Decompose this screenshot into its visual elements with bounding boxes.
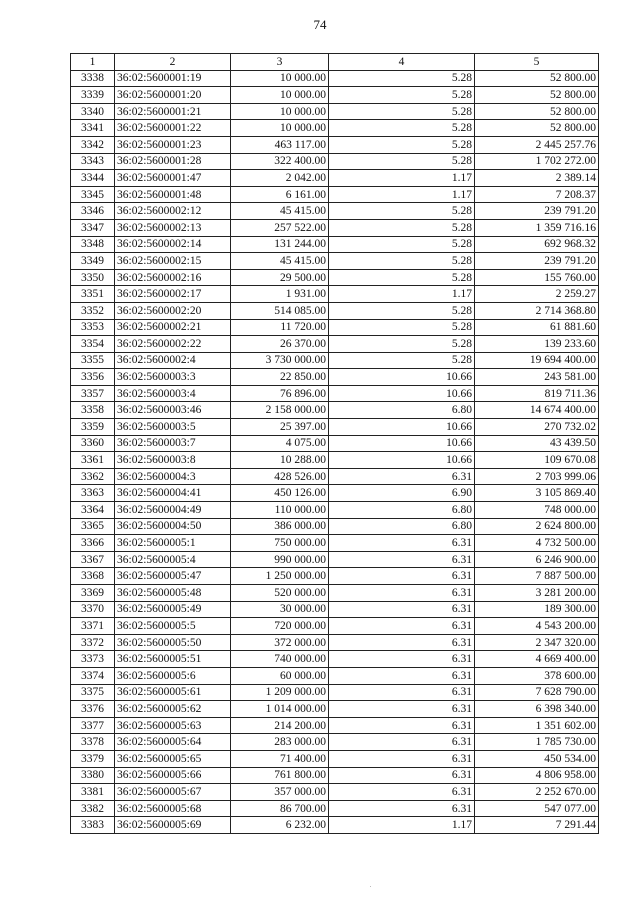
cell-col-3: 60 000.00 xyxy=(231,667,329,684)
cell-col-1: 3370 xyxy=(71,601,115,618)
cell-col-3: 2 158 000.00 xyxy=(231,402,329,419)
cell-col-3: 1 209 000.00 xyxy=(231,684,329,701)
table-row xyxy=(71,385,599,402)
cell-col-3: 30 000.00 xyxy=(231,601,329,618)
table-row xyxy=(71,601,599,618)
cell-col-5: 6 398 340.00 xyxy=(475,701,599,718)
column-header-5: 5 xyxy=(475,54,599,71)
cell-col-1: 3365 xyxy=(71,518,115,535)
table-row xyxy=(71,817,599,834)
cell-col-3: 25 397.00 xyxy=(231,419,329,436)
cell-col-5: 1 702 272.00 xyxy=(475,153,599,170)
cell-col-4: 6.31 xyxy=(329,800,475,817)
cell-col-3: 45 415.00 xyxy=(231,253,329,270)
cell-col-3: 71 400.00 xyxy=(231,750,329,767)
column-header-2: 2 xyxy=(115,54,231,71)
table-row xyxy=(71,750,599,767)
cell-col-5: 1 359 716.16 xyxy=(475,219,599,236)
cell-col-5: 2 252 670.00 xyxy=(475,784,599,801)
cell-col-4: 6.31 xyxy=(329,717,475,734)
cell-col-4: 6.31 xyxy=(329,468,475,485)
cell-col-2: 36:02:5600005:51 xyxy=(115,651,231,668)
header-row xyxy=(71,54,599,71)
cell-col-2: 36:02:5600005:5 xyxy=(115,618,231,635)
cell-col-4: 6.31 xyxy=(329,601,475,618)
cell-col-4: 5.28 xyxy=(329,203,475,220)
cell-col-4: 5.28 xyxy=(329,269,475,286)
cell-col-4: 6.31 xyxy=(329,784,475,801)
cell-col-2: 36:02:5600004:49 xyxy=(115,502,231,519)
table-row xyxy=(71,402,599,419)
cell-col-4: 6.90 xyxy=(329,485,475,502)
cell-col-4: 5.28 xyxy=(329,219,475,236)
cell-col-5: 7 291.44 xyxy=(475,817,599,834)
cell-col-1: 3376 xyxy=(71,701,115,718)
cell-col-4: 5.28 xyxy=(329,336,475,353)
cell-col-1: 3361 xyxy=(71,452,115,469)
cell-col-4: 10.66 xyxy=(329,385,475,402)
cell-col-1: 3357 xyxy=(71,385,115,402)
cell-col-3: 10 000.00 xyxy=(231,103,329,120)
cell-col-5: 139 233.60 xyxy=(475,336,599,353)
cell-col-3: 322 400.00 xyxy=(231,153,329,170)
cell-col-3: 86 700.00 xyxy=(231,800,329,817)
table-row xyxy=(71,568,599,585)
cell-col-2: 36:02:5600005:64 xyxy=(115,734,231,751)
cell-col-5: 7 887 500.00 xyxy=(475,568,599,585)
table-row xyxy=(71,286,599,303)
scan-speck xyxy=(370,886,371,887)
cell-col-3: 2 042.00 xyxy=(231,170,329,187)
table-row xyxy=(71,352,599,369)
page-number: 74 xyxy=(313,17,327,32)
cell-col-2: 36:02:5600005:68 xyxy=(115,800,231,817)
cell-col-3: 10 288.00 xyxy=(231,452,329,469)
cell-col-2: 36:02:5600005:47 xyxy=(115,568,231,585)
cell-col-4: 6.31 xyxy=(329,750,475,767)
cell-col-4: 6.31 xyxy=(329,535,475,552)
table-row xyxy=(71,551,599,568)
cell-col-4: 5.28 xyxy=(329,352,475,369)
cell-col-1: 3368 xyxy=(71,568,115,585)
cell-col-5: 2 714 368.80 xyxy=(475,302,599,319)
cell-col-4: 6.31 xyxy=(329,734,475,751)
cell-col-1: 3363 xyxy=(71,485,115,502)
cell-col-1: 3377 xyxy=(71,717,115,734)
cell-col-2: 36:02:5600005:63 xyxy=(115,717,231,734)
table-row xyxy=(71,369,599,386)
cell-col-5: 692 968.32 xyxy=(475,236,599,253)
table-row xyxy=(71,767,599,784)
cell-col-4: 5.28 xyxy=(329,253,475,270)
cell-col-3: 720 000.00 xyxy=(231,618,329,635)
cell-col-1: 3372 xyxy=(71,634,115,651)
cell-col-2: 36:02:5600005:62 xyxy=(115,701,231,718)
cell-col-5: 3 281 200.00 xyxy=(475,585,599,602)
cell-col-4: 6.31 xyxy=(329,618,475,635)
cell-col-2: 36:02:5600005:49 xyxy=(115,601,231,618)
cell-col-1: 3366 xyxy=(71,535,115,552)
cell-col-3: 750 000.00 xyxy=(231,535,329,552)
cell-col-4: 5.28 xyxy=(329,236,475,253)
table-row xyxy=(71,435,599,452)
cell-col-5: 19 694 400.00 xyxy=(475,352,599,369)
cell-col-1: 3382 xyxy=(71,800,115,817)
cell-col-2: 36:02:5600005:50 xyxy=(115,634,231,651)
cell-col-4: 5.28 xyxy=(329,70,475,87)
cell-col-4: 6.31 xyxy=(329,651,475,668)
cell-col-4: 5.28 xyxy=(329,136,475,153)
cell-col-5: 109 670.08 xyxy=(475,452,599,469)
cell-col-3: 386 000.00 xyxy=(231,518,329,535)
cell-col-3: 520 000.00 xyxy=(231,585,329,602)
cell-col-1: 3342 xyxy=(71,136,115,153)
cell-col-1: 3369 xyxy=(71,585,115,602)
cell-col-1: 3383 xyxy=(71,817,115,834)
cell-col-5: 155 760.00 xyxy=(475,269,599,286)
cell-col-5: 14 674 400.00 xyxy=(475,402,599,419)
cell-col-1: 3354 xyxy=(71,336,115,353)
cell-col-5: 61 881.60 xyxy=(475,319,599,336)
table-row xyxy=(71,253,599,270)
cell-col-1: 3360 xyxy=(71,435,115,452)
cell-col-4: 1.17 xyxy=(329,170,475,187)
table-row xyxy=(71,651,599,668)
cell-col-2: 36:02:5600002:14 xyxy=(115,236,231,253)
cell-col-5: 378 600.00 xyxy=(475,667,599,684)
table-row xyxy=(71,70,599,87)
cell-col-3: 761 800.00 xyxy=(231,767,329,784)
cell-col-1: 3339 xyxy=(71,87,115,104)
cell-col-4: 5.28 xyxy=(329,120,475,137)
table-row xyxy=(71,170,599,187)
cell-col-3: 10 000.00 xyxy=(231,120,329,137)
cell-col-2: 36:02:5600001:48 xyxy=(115,186,231,203)
table-row xyxy=(71,667,599,684)
table-row xyxy=(71,203,599,220)
cell-col-2: 36:02:5600003:8 xyxy=(115,452,231,469)
cell-col-2: 36:02:5600005:48 xyxy=(115,585,231,602)
table-row xyxy=(71,717,599,734)
cell-col-3: 10 000.00 xyxy=(231,70,329,87)
cell-col-2: 36:02:5600003:3 xyxy=(115,369,231,386)
table-row xyxy=(71,302,599,319)
cell-col-2: 36:02:5600001:47 xyxy=(115,170,231,187)
cell-col-1: 3374 xyxy=(71,667,115,684)
cell-col-2: 36:02:5600003:7 xyxy=(115,435,231,452)
cell-col-2: 36:02:5600002:4 xyxy=(115,352,231,369)
cell-col-2: 36:02:5600005:66 xyxy=(115,767,231,784)
cell-col-1: 3364 xyxy=(71,502,115,519)
cell-col-1: 3345 xyxy=(71,186,115,203)
table-row xyxy=(71,634,599,651)
cell-col-1: 3350 xyxy=(71,269,115,286)
cell-col-5: 748 000.00 xyxy=(475,502,599,519)
cell-col-2: 36:02:5600001:28 xyxy=(115,153,231,170)
cell-col-5: 52 800.00 xyxy=(475,70,599,87)
cell-col-3: 131 244.00 xyxy=(231,236,329,253)
cell-col-1: 3375 xyxy=(71,684,115,701)
cell-col-1: 3352 xyxy=(71,302,115,319)
cell-col-2: 36:02:5600002:22 xyxy=(115,336,231,353)
table-row xyxy=(71,535,599,552)
cell-col-4: 6.80 xyxy=(329,502,475,519)
cell-col-1: 3367 xyxy=(71,551,115,568)
cell-col-2: 36:02:5600001:21 xyxy=(115,103,231,120)
cell-col-5: 1 785 730.00 xyxy=(475,734,599,751)
table-row xyxy=(71,452,599,469)
cell-col-2: 36:02:5600005:1 xyxy=(115,535,231,552)
cell-col-5: 1 351 602.00 xyxy=(475,717,599,734)
cell-col-3: 26 370.00 xyxy=(231,336,329,353)
cell-col-4: 6.31 xyxy=(329,767,475,784)
cell-col-1: 3343 xyxy=(71,153,115,170)
table-row xyxy=(71,87,599,104)
cell-col-2: 36:02:5600002:21 xyxy=(115,319,231,336)
table-row xyxy=(71,800,599,817)
cell-col-3: 10 000.00 xyxy=(231,87,329,104)
cell-col-5: 4 669 400.00 xyxy=(475,651,599,668)
cell-col-2: 36:02:5600004:3 xyxy=(115,468,231,485)
cell-col-5: 7 628 790.00 xyxy=(475,684,599,701)
cell-col-5: 4 732 500.00 xyxy=(475,535,599,552)
cell-col-5: 52 800.00 xyxy=(475,120,599,137)
table-row xyxy=(71,518,599,535)
cell-col-5: 2 624 800.00 xyxy=(475,518,599,535)
cell-col-2: 36:02:5600005:65 xyxy=(115,750,231,767)
cell-col-5: 819 711.36 xyxy=(475,385,599,402)
cell-col-5: 2 445 257.76 xyxy=(475,136,599,153)
column-header-4: 4 xyxy=(329,54,475,71)
cell-col-5: 2 703 999.06 xyxy=(475,468,599,485)
cell-col-3: 29 500.00 xyxy=(231,269,329,286)
cell-col-5: 2 347 320.00 xyxy=(475,634,599,651)
table-row xyxy=(71,136,599,153)
cell-col-3: 357 000.00 xyxy=(231,784,329,801)
cell-col-3: 4 075.00 xyxy=(231,435,329,452)
table-row xyxy=(71,684,599,701)
cell-col-1: 3381 xyxy=(71,784,115,801)
table-row xyxy=(71,585,599,602)
cell-col-5: 239 791.20 xyxy=(475,203,599,220)
cell-col-2: 36:02:5600005:4 xyxy=(115,551,231,568)
cell-col-4: 6.31 xyxy=(329,551,475,568)
cell-col-1: 3347 xyxy=(71,219,115,236)
table-row xyxy=(71,485,599,502)
table-row xyxy=(71,103,599,120)
cell-col-4: 1.17 xyxy=(329,286,475,303)
cell-col-5: 43 439.50 xyxy=(475,435,599,452)
cell-col-3: 214 200.00 xyxy=(231,717,329,734)
cell-col-5: 2 389.14 xyxy=(475,170,599,187)
cell-col-2: 36:02:5600002:16 xyxy=(115,269,231,286)
cell-col-3: 740 000.00 xyxy=(231,651,329,668)
cell-col-5: 2 259.27 xyxy=(475,286,599,303)
table-row xyxy=(71,419,599,436)
cell-col-3: 1 931.00 xyxy=(231,286,329,303)
cell-col-4: 6.31 xyxy=(329,634,475,651)
cell-col-2: 36:02:5600003:46 xyxy=(115,402,231,419)
cell-col-4: 6.80 xyxy=(329,518,475,535)
cell-col-3: 990 000.00 xyxy=(231,551,329,568)
cell-col-2: 36:02:5600001:20 xyxy=(115,87,231,104)
cell-col-2: 36:02:5600004:50 xyxy=(115,518,231,535)
cell-col-3: 11 720.00 xyxy=(231,319,329,336)
cell-col-1: 3341 xyxy=(71,120,115,137)
cell-col-5: 3 105 869.40 xyxy=(475,485,599,502)
cell-col-1: 3362 xyxy=(71,468,115,485)
table-row xyxy=(71,618,599,635)
cell-col-4: 6.80 xyxy=(329,402,475,419)
table-row xyxy=(71,219,599,236)
cell-col-1: 3353 xyxy=(71,319,115,336)
cell-col-3: 257 522.00 xyxy=(231,219,329,236)
cell-col-4: 6.31 xyxy=(329,568,475,585)
cell-col-1: 3380 xyxy=(71,767,115,784)
cell-col-5: 52 800.00 xyxy=(475,87,599,104)
cell-col-1: 3340 xyxy=(71,103,115,120)
cell-col-2: 36:02:5600001:23 xyxy=(115,136,231,153)
cell-col-4: 10.66 xyxy=(329,369,475,386)
cell-col-4: 1.17 xyxy=(329,186,475,203)
cell-col-3: 514 085.00 xyxy=(231,302,329,319)
cell-col-1: 3346 xyxy=(71,203,115,220)
cell-col-5: 4 806 958.00 xyxy=(475,767,599,784)
cell-col-1: 3355 xyxy=(71,352,115,369)
cell-col-3: 3 730 000.00 xyxy=(231,352,329,369)
cell-col-3: 22 850.00 xyxy=(231,369,329,386)
table-row xyxy=(71,784,599,801)
cell-col-2: 36:02:5600003:5 xyxy=(115,419,231,436)
cell-col-1: 3379 xyxy=(71,750,115,767)
cell-col-5: 189 300.00 xyxy=(475,601,599,618)
cell-col-5: 270 732.02 xyxy=(475,419,599,436)
cell-col-3: 76 896.00 xyxy=(231,385,329,402)
cell-col-3: 1 014 000.00 xyxy=(231,701,329,718)
cell-col-4: 5.28 xyxy=(329,153,475,170)
cell-col-1: 3348 xyxy=(71,236,115,253)
cell-col-2: 36:02:5600005:67 xyxy=(115,784,231,801)
cell-col-2: 36:02:5600002:20 xyxy=(115,302,231,319)
cell-col-5: 239 791.20 xyxy=(475,253,599,270)
cell-col-2: 36:02:5600002:15 xyxy=(115,253,231,270)
column-header-3: 3 xyxy=(231,54,329,71)
cell-col-3: 6 161.00 xyxy=(231,186,329,203)
table-row xyxy=(71,236,599,253)
cell-col-1: 3373 xyxy=(71,651,115,668)
cell-col-5: 7 208.37 xyxy=(475,186,599,203)
table-row xyxy=(71,153,599,170)
cell-col-4: 6.31 xyxy=(329,585,475,602)
table-row xyxy=(71,701,599,718)
cell-col-1: 3338 xyxy=(71,70,115,87)
cell-col-3: 1 250 000.00 xyxy=(231,568,329,585)
cell-col-2: 36:02:5600001:19 xyxy=(115,70,231,87)
cell-col-1: 3349 xyxy=(71,253,115,270)
cell-col-5: 243 581.00 xyxy=(475,369,599,386)
cell-col-1: 3359 xyxy=(71,419,115,436)
cell-col-4: 6.31 xyxy=(329,667,475,684)
cell-col-3: 283 000.00 xyxy=(231,734,329,751)
cell-col-2: 36:02:5600003:4 xyxy=(115,385,231,402)
cell-col-1: 3351 xyxy=(71,286,115,303)
cell-col-5: 450 534.00 xyxy=(475,750,599,767)
table-row xyxy=(71,269,599,286)
cell-col-2: 36:02:5600005:6 xyxy=(115,667,231,684)
cadastral-table xyxy=(70,53,599,834)
cell-col-4: 5.28 xyxy=(329,87,475,104)
cell-col-3: 6 232.00 xyxy=(231,817,329,834)
cell-col-4: 5.28 xyxy=(329,319,475,336)
cell-col-2: 36:02:5600001:22 xyxy=(115,120,231,137)
cell-col-5: 547 077.00 xyxy=(475,800,599,817)
cell-col-1: 3371 xyxy=(71,618,115,635)
cell-col-4: 10.66 xyxy=(329,452,475,469)
cell-col-3: 45 415.00 xyxy=(231,203,329,220)
cell-col-4: 1.17 xyxy=(329,817,475,834)
cell-col-5: 4 543 200.00 xyxy=(475,618,599,635)
cell-col-5: 6 246 900.00 xyxy=(475,551,599,568)
cell-col-4: 10.66 xyxy=(329,435,475,452)
cell-col-1: 3344 xyxy=(71,170,115,187)
cell-col-4: 6.31 xyxy=(329,701,475,718)
cell-col-3: 450 126.00 xyxy=(231,485,329,502)
cell-col-3: 463 117.00 xyxy=(231,136,329,153)
cell-col-3: 372 000.00 xyxy=(231,634,329,651)
cell-col-2: 36:02:5600004:41 xyxy=(115,485,231,502)
cell-col-1: 3356 xyxy=(71,369,115,386)
table-row xyxy=(71,319,599,336)
table-row xyxy=(71,468,599,485)
cell-col-2: 36:02:5600005:61 xyxy=(115,684,231,701)
table-row xyxy=(71,120,599,137)
cell-col-2: 36:02:5600002:13 xyxy=(115,219,231,236)
table-row xyxy=(71,502,599,519)
cell-col-2: 36:02:5600005:69 xyxy=(115,817,231,834)
cell-col-5: 52 800.00 xyxy=(475,103,599,120)
cell-col-1: 3378 xyxy=(71,734,115,751)
cell-col-2: 36:02:5600002:17 xyxy=(115,286,231,303)
cell-col-4: 5.28 xyxy=(329,103,475,120)
table-row xyxy=(71,734,599,751)
cell-col-2: 36:02:5600002:12 xyxy=(115,203,231,220)
cell-col-4: 10.66 xyxy=(329,419,475,436)
table-body xyxy=(71,70,599,833)
table-row xyxy=(71,186,599,203)
table-row xyxy=(71,336,599,353)
cell-col-4: 5.28 xyxy=(329,302,475,319)
cell-col-3: 428 526.00 xyxy=(231,468,329,485)
column-header-1: 1 xyxy=(71,54,115,71)
cell-col-3: 110 000.00 xyxy=(231,502,329,519)
cell-col-4: 6.31 xyxy=(329,684,475,701)
cell-col-1: 3358 xyxy=(71,402,115,419)
